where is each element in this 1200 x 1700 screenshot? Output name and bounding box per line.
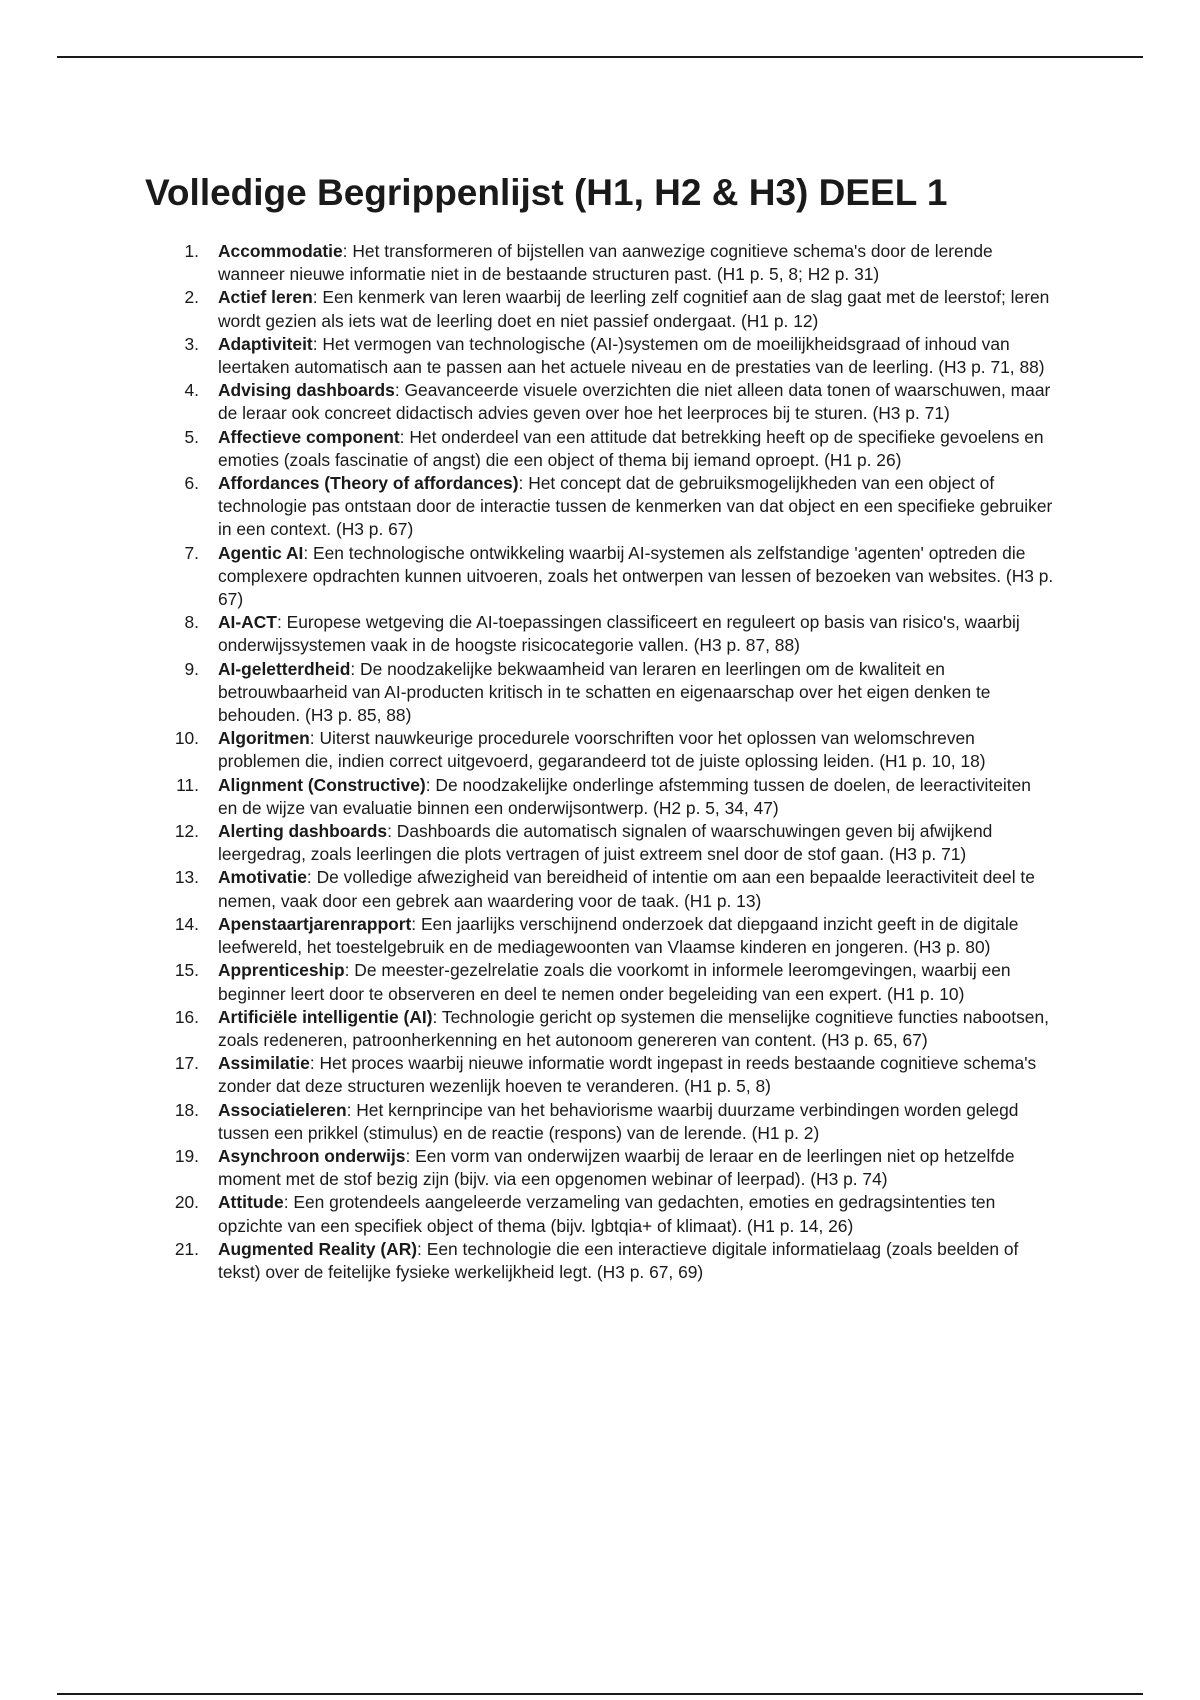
term-definition: De meester-gezelrelatie zoals die voorkomt in informele leeromgevingen, waarbij een beginner leert door te observeren en deel te nemen onder begeleiding van een expert. (H1 p. 10) — [218, 960, 1011, 1004]
list-item — [145, 426, 1055, 472]
bottom-rule — [57, 1693, 1143, 1695]
item-number: 2. — [184, 287, 199, 308]
term-definition: Een kenmerk van leren waarbij de leerling zelf cognitief aan de slag gaat met de leerstof; leren wordt gezien als iets wat de leerling doet en niet passief ondergaat. (H1 p. 12) — [218, 287, 1050, 331]
page-title: Volledige Begrippenlijst (H1, H2 & H3) DEEL 1 — [145, 172, 948, 213]
term-definition: Het vermogen van technologische (AI-)systemen om de moeilijkheidsgraad of inhoud van leertaken automatisch aan te passen aan het actuele niveau en de prestaties van de leerling. (H3 p. 71, 88) — [218, 333, 1045, 378]
term-separator: : — [306, 867, 317, 888]
term-separator: : — [312, 333, 323, 354]
term-definition: Geavanceerde visuele overzichten die niet alleen data tonen of waarschuwen, maar de leraar ook concreet didactisch advies geven over hoe het leerproces bij te sturen. (H3 p. 71) — [218, 380, 1051, 424]
item-number: 9. — [184, 658, 199, 679]
term-separator: : — [417, 1238, 427, 1259]
term-separator: : — [432, 1006, 442, 1027]
term-definition: Een technologische ontwikkeling waarbij AI-systemen als zelfstandige 'agenten' optreden die complexere opdrachten kunnen uitvoeren, zoals het ontwerpen van lessen of bezoeken van websites. (H3 p. 67) — [218, 542, 1054, 610]
term-separator: : — [425, 774, 436, 795]
term-definition: Het transformeren of bijstellen van aanwezige cognitieve schema's door de lerende wanneer nieuwe informatie niet in de bestaande structuren past. (H1 p. 5, 8; H2 p. 31) — [218, 241, 993, 285]
item-number: 4. — [184, 380, 199, 401]
term-definition: Europese wetgeving die AI-toepassingen classificeert en reguleert op basis van risico's, waarbij onderwijssystemen vaak in de hoogste risicocategorie vallen. (H3 p. 87, 88) — [218, 612, 1020, 656]
term-separator: : — [399, 426, 410, 447]
term-name: Assimilatie — [218, 1053, 310, 1074]
term-separator: : — [394, 380, 405, 401]
term-name: Affordances (Theory of affordances) — [218, 473, 519, 494]
item-number: 5. — [184, 426, 199, 447]
term-definition: Een vorm van onderwijzen waarbij de leraar en de leerlingen niet op hetzelfde moment met de stof bezig zijn (bijv. via een opgenomen webinar of leerpad). (H3 p. 74) — [218, 1145, 1015, 1190]
item-number: 16. — [174, 1006, 199, 1027]
term-definition: Het concept dat de gebruiksmogelijkheden van een object of technologie pas ontstaan door de interactie tussen de kenmerken van dat object en een specifieke gebruiker in een context. (H3 p. 67) — [218, 473, 1053, 540]
item-number: 18. — [174, 1099, 199, 1120]
term-name: Attitude — [218, 1192, 284, 1213]
term-separator: : — [387, 821, 397, 842]
term-separator: : — [303, 542, 314, 563]
term-separator: : — [309, 728, 320, 749]
list-item — [145, 658, 1055, 728]
list-item — [145, 1191, 1055, 1237]
item-number: 1. — [184, 241, 199, 261]
term-separator: : — [309, 1053, 320, 1074]
term-name: Actief leren — [218, 287, 313, 308]
list-item — [145, 1006, 1055, 1052]
term-definition: Een technologie die een interactieve digitale informatielaag (zoals beelden of tekst) over de feitelijke fysieke werkelijkheid legt. (H3 p. 67, 69) — [218, 1238, 1019, 1282]
term-name: Apenstaartjarenrapport — [218, 913, 412, 934]
term-definition: De volledige afwezigheid van bereidheid of intentie om aan een bepaalde leeractiviteit deel te nemen, vaak door een gebrek aan waardering voor de taak. (H1 p. 13) — [218, 867, 1035, 911]
term-separator: : — [342, 241, 353, 261]
list-item — [145, 913, 1055, 959]
term-separator: : — [518, 473, 529, 494]
item-number: 19. — [174, 1145, 199, 1166]
term-name: Apprenticeship — [218, 960, 345, 981]
term-name: Adaptiviteit — [218, 333, 313, 354]
top-rule — [57, 56, 1143, 58]
term-name: Associatieleren — [218, 1099, 347, 1120]
term-name: Advising dashboards — [218, 380, 395, 401]
term-definition: De noodzakelijke bekwaamheid van leraren en leerlingen om de kwaliteit en betrouwbaarheid van AI-producten kritisch in te schatten en eigenaarschap over het eigen denken te behouden. (H3 p. 85, 88) — [218, 658, 991, 726]
list-item — [145, 1099, 1055, 1145]
list-item — [145, 820, 1055, 866]
item-number: 10. — [174, 728, 199, 749]
term-name: Accommodatie — [218, 241, 343, 261]
item-number: 17. — [174, 1053, 199, 1074]
term-definition: De noodzakelijke onderlinge afstemming tussen de doelen, de leeractiviteiten en de wijze van evaluatie binnen een onderwijsontwerp. (H2 p. 5, 34, 47) — [218, 774, 1031, 818]
term-name: Algoritmen — [218, 728, 310, 749]
term-definition: Een grotendeels aangeleerde verzameling van gedachten, emoties en gedragsintenties ten opzichte van een specifiek object of thema (bijv. lgbtqia+ of klimaat). (H1 p. 14, 26) — [218, 1192, 996, 1236]
item-number: 3. — [184, 333, 199, 354]
term-definition: Het kernprincipe van het behaviorisme waarbij duurzame verbindingen worden gelegd tussen een prikkel (stimulus) en de reactie (respons) van de lerende. (H1 p. 2) — [218, 1099, 1019, 1143]
item-number: 7. — [184, 542, 199, 563]
list-item — [145, 1145, 1055, 1191]
list-item — [145, 727, 1055, 773]
list-item — [145, 286, 1055, 332]
term-separator: : — [276, 612, 287, 633]
term-name: Alerting dashboards — [218, 821, 388, 842]
term-name: AI-ACT — [218, 612, 277, 633]
term-separator: : — [411, 913, 421, 934]
list-item — [145, 611, 1055, 657]
term-list — [145, 240, 1055, 1284]
term-separator: : — [283, 1192, 294, 1213]
term-definition: Dashboards die automatisch signalen of waarschuwingen geven bij afwijkend leergedrag, zoals leerlingen die plots vertragen of juist extreem snel door de stof gaan. (H3 p. 71) — [218, 821, 993, 865]
term-separator: : — [346, 1099, 357, 1120]
list-item — [145, 240, 1055, 286]
item-number: 13. — [174, 867, 199, 888]
list-item — [145, 866, 1055, 912]
item-number: 8. — [184, 612, 199, 633]
term-name: Affectieve component — [218, 426, 400, 447]
term-definition: Een jaarlijks verschijnend onderzoek dat diepgaand inzicht geeft in de digitale leefwereld, het toestelgebruik en de mediagewoonten van Vlaamse kinderen en jongeren. (H3 p. 80) — [218, 913, 1019, 958]
list-item — [145, 472, 1055, 542]
term-separator: : — [350, 658, 361, 679]
term-name: Amotivatie — [218, 867, 307, 888]
item-number: 6. — [184, 473, 199, 494]
term-separator: : — [405, 1145, 416, 1166]
item-number: 20. — [174, 1192, 199, 1213]
term-definition: Technologie gericht op systemen die menselijke cognitieve functies nabootsen, zoals redeneren, patroonherkenning en het autonoom genereren van content. (H3 p. 65, 67) — [218, 1006, 1049, 1050]
term-separator: : — [312, 287, 323, 308]
term-name: AI-geletterdheid — [218, 658, 351, 679]
list-item — [145, 774, 1055, 820]
item-number: 14. — [174, 913, 199, 934]
term-name: Augmented Reality (AR) — [218, 1238, 418, 1259]
term-definition: Uiterst nauwkeurige procedurele voorschriften voor het oplossen van welomschreven problemen die, indien correct uitgevoerd, gegarandeerd tot de juiste oplossing leiden. (H1 p. 10, 18) — [218, 728, 986, 772]
item-number: 15. — [174, 960, 199, 981]
list-item — [145, 1052, 1055, 1098]
list-item — [145, 379, 1055, 425]
list-item — [145, 1238, 1055, 1284]
term-name: Artificiële intelligentie (AI) — [218, 1006, 433, 1027]
item-number: 11. — [176, 774, 199, 795]
list-item — [145, 542, 1055, 612]
term-name: Agentic AI — [218, 542, 304, 563]
list-item — [145, 959, 1055, 1005]
term-definition: Het proces waarbij nieuwe informatie wordt ingepast in reeds bestaande cognitieve schema's zonder dat deze structuren wezenlijk hoeven te veranderen. (H1 p. 5, 8) — [218, 1053, 1037, 1097]
term-name: Alignment (Constructive) — [218, 774, 426, 795]
item-number: 12. — [174, 821, 199, 842]
term-name: Asynchroon onderwijs — [218, 1145, 406, 1166]
item-number: 21. — [174, 1238, 199, 1259]
list-item — [145, 333, 1055, 379]
term-definition: Het onderdeel van een attitude dat betrekking heeft op de specifieke gevoelens en emoties (zoals fascinatie of angst) die een object of thema bij iemand oproept. (H1 p. 26) — [218, 426, 1044, 470]
term-separator: : — [344, 960, 355, 981]
